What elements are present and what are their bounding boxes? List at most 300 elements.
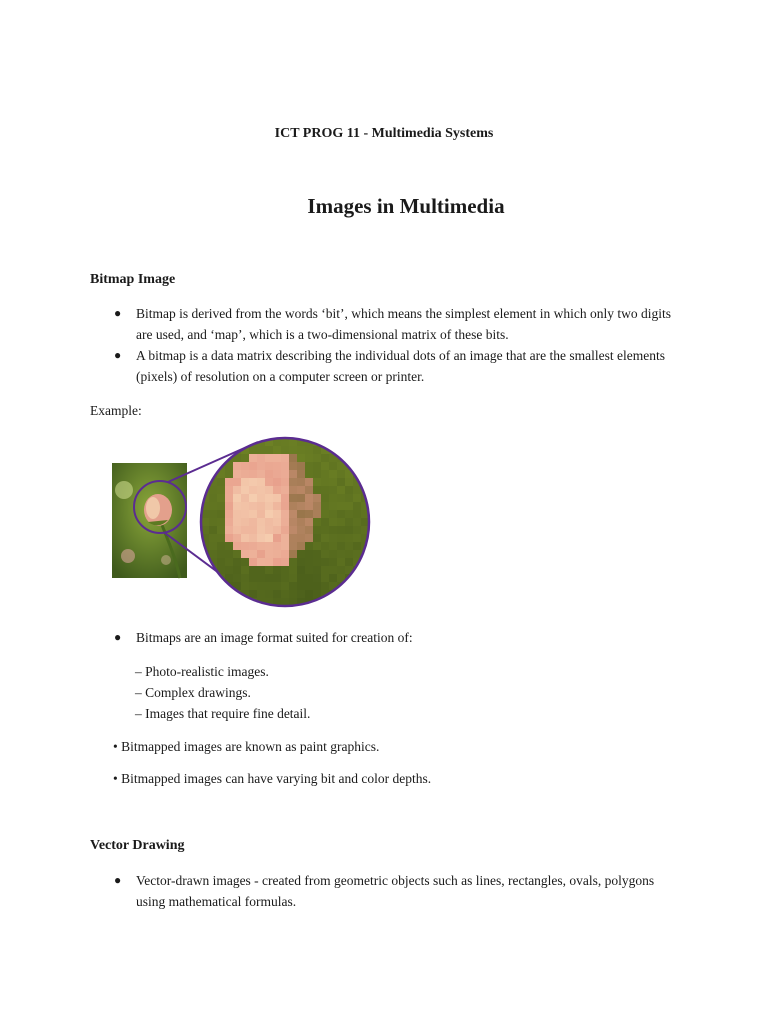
pixel xyxy=(281,534,289,542)
pixel xyxy=(225,518,233,526)
pixel xyxy=(209,518,217,526)
pixel xyxy=(321,566,329,574)
pixel xyxy=(225,558,233,566)
pixel xyxy=(353,510,361,518)
pixel xyxy=(217,526,225,534)
pixel xyxy=(249,478,257,486)
pixel xyxy=(305,518,313,526)
pixel xyxy=(289,454,297,462)
pixel xyxy=(281,494,289,502)
pixel xyxy=(313,454,321,462)
pixel xyxy=(305,582,313,590)
pixel xyxy=(321,502,329,510)
pixel xyxy=(217,598,225,606)
pixel xyxy=(305,454,313,462)
pixel xyxy=(289,494,297,502)
pixel xyxy=(297,566,305,574)
pixel xyxy=(305,462,313,470)
pixel xyxy=(225,598,233,606)
pixel xyxy=(225,542,233,550)
pixel xyxy=(265,478,273,486)
pixel xyxy=(345,542,353,550)
pixel xyxy=(217,494,225,502)
bitmap-definition-list xyxy=(0,303,676,387)
pixel xyxy=(241,486,249,494)
pixel xyxy=(241,494,249,502)
pixel xyxy=(297,574,305,582)
pixel xyxy=(305,542,313,550)
pixel xyxy=(281,446,289,454)
pixel xyxy=(241,550,249,558)
pixel xyxy=(281,590,289,598)
pixel xyxy=(217,534,225,542)
pixel xyxy=(233,550,241,558)
pixel xyxy=(329,550,337,558)
bitmap-section-heading: Bitmap Image xyxy=(90,272,176,287)
pixel xyxy=(345,558,353,566)
pixel xyxy=(201,566,209,574)
pixel xyxy=(321,510,329,518)
pixel xyxy=(353,550,361,558)
pixel xyxy=(361,454,369,462)
pixel xyxy=(257,478,265,486)
example-label: Example: xyxy=(90,403,142,418)
pixel xyxy=(321,470,329,478)
bitmap-zoom-figure xyxy=(110,430,380,615)
pixel xyxy=(361,574,369,582)
pixel xyxy=(345,446,353,454)
pixel xyxy=(209,510,217,518)
bit-depth-note: • Bitmapped images can have varying bit and color depths. xyxy=(113,771,432,786)
pixel xyxy=(313,550,321,558)
pixel xyxy=(233,526,241,534)
pixel xyxy=(337,542,345,550)
pixel xyxy=(297,462,305,470)
pixel xyxy=(337,510,345,518)
pixel xyxy=(241,566,249,574)
pixel xyxy=(257,526,265,534)
list-item: ● Bitmaps are an image format suited for creation of: xyxy=(0,627,676,648)
pixel xyxy=(241,510,249,518)
pixel xyxy=(249,590,257,598)
pixel xyxy=(249,510,257,518)
pixel xyxy=(201,598,209,606)
pixel xyxy=(249,470,257,478)
pixel xyxy=(345,494,353,502)
pixel xyxy=(273,526,281,534)
pixel xyxy=(265,446,273,454)
pixel xyxy=(281,454,289,462)
pixel xyxy=(289,502,297,510)
pixel xyxy=(345,550,353,558)
paint-graphics-note: • Bitmapped images are known as paint graphics. xyxy=(113,739,380,754)
pixel xyxy=(265,510,273,518)
pixel xyxy=(345,590,353,598)
pixel xyxy=(305,558,313,566)
pixel xyxy=(353,446,361,454)
pixel xyxy=(313,494,321,502)
pixel xyxy=(313,486,321,494)
pixel xyxy=(305,446,313,454)
pixel xyxy=(329,598,337,606)
pixel xyxy=(209,494,217,502)
pixel xyxy=(329,542,337,550)
pixel xyxy=(361,446,369,454)
pixel xyxy=(313,526,321,534)
pixel xyxy=(313,534,321,542)
pixel xyxy=(289,558,297,566)
pixel xyxy=(321,454,329,462)
pixel xyxy=(313,582,321,590)
pixel xyxy=(273,454,281,462)
pixel xyxy=(225,494,233,502)
pixel xyxy=(273,486,281,494)
pixel xyxy=(233,542,241,550)
pixel xyxy=(329,502,337,510)
pixel xyxy=(265,542,273,550)
vector-definition-list xyxy=(0,870,676,912)
pixel xyxy=(353,574,361,582)
pixel xyxy=(249,526,257,534)
pixel xyxy=(225,486,233,494)
pixel xyxy=(289,582,297,590)
pixel xyxy=(265,574,273,582)
pixel xyxy=(305,510,313,518)
pixel xyxy=(297,470,305,478)
pixel xyxy=(265,590,273,598)
pixel xyxy=(297,494,305,502)
pixel xyxy=(249,582,257,590)
pixel xyxy=(209,598,217,606)
pixel xyxy=(329,478,337,486)
pixel xyxy=(273,462,281,470)
pixel xyxy=(257,574,265,582)
pixel xyxy=(265,502,273,510)
pixel xyxy=(345,582,353,590)
pixel xyxy=(249,534,257,542)
pixel xyxy=(217,558,225,566)
pixel xyxy=(273,510,281,518)
pixel xyxy=(217,582,225,590)
flower-photo xyxy=(112,463,187,578)
pixel xyxy=(249,502,257,510)
pixel xyxy=(361,590,369,598)
pixel xyxy=(289,534,297,542)
pixel xyxy=(201,438,209,446)
pixel xyxy=(217,438,225,446)
pixel xyxy=(345,454,353,462)
pixel xyxy=(281,526,289,534)
pixel xyxy=(329,558,337,566)
pixel xyxy=(329,526,337,534)
pixel xyxy=(345,486,353,494)
pixel xyxy=(281,518,289,526)
pixel xyxy=(281,558,289,566)
pixel xyxy=(329,438,337,446)
pixel xyxy=(241,534,249,542)
pixel xyxy=(241,478,249,486)
pixel xyxy=(225,438,233,446)
pixel xyxy=(217,590,225,598)
pixel xyxy=(209,438,217,446)
pixel xyxy=(225,470,233,478)
pixel xyxy=(297,518,305,526)
pixel xyxy=(249,486,257,494)
pixel xyxy=(265,526,273,534)
pixel xyxy=(273,550,281,558)
pixel xyxy=(345,502,353,510)
pixel xyxy=(257,550,265,558)
pixel xyxy=(241,582,249,590)
pixel xyxy=(321,598,329,606)
bullet-icon: ● xyxy=(114,348,122,362)
pixel xyxy=(329,494,337,502)
pixel xyxy=(281,582,289,590)
pixel xyxy=(265,582,273,590)
list-item: ● Bitmap is derived from the words ‘bit’, which means the simplest element in which only two digits are used, and ‘map’, which is a two-dimensional matrix of these bits. xyxy=(0,303,676,345)
pixel xyxy=(225,526,233,534)
pixel xyxy=(337,590,345,598)
pixel xyxy=(281,566,289,574)
pixel xyxy=(265,462,273,470)
pixel xyxy=(201,590,209,598)
pixel xyxy=(361,470,369,478)
pixel xyxy=(241,470,249,478)
pixel xyxy=(273,446,281,454)
pixel xyxy=(289,478,297,486)
pixel xyxy=(225,550,233,558)
pixel xyxy=(313,566,321,574)
pixel xyxy=(353,542,361,550)
pixel xyxy=(353,534,361,542)
pixel xyxy=(265,566,273,574)
pixel xyxy=(281,574,289,582)
pixel xyxy=(233,470,241,478)
pixel xyxy=(361,438,369,446)
pixel xyxy=(233,486,241,494)
pixel xyxy=(249,550,257,558)
pixel xyxy=(353,598,361,606)
pixel xyxy=(289,486,297,494)
pixel xyxy=(201,574,209,582)
pixel xyxy=(209,446,217,454)
pixel xyxy=(337,566,345,574)
pixel xyxy=(257,510,265,518)
pixel xyxy=(305,502,313,510)
list-item: – Complex drawings. xyxy=(135,685,251,700)
pixel xyxy=(353,518,361,526)
pixel xyxy=(233,462,241,470)
pixel xyxy=(329,566,337,574)
pixel xyxy=(297,534,305,542)
pixel xyxy=(337,518,345,526)
pixel xyxy=(297,510,305,518)
pixel xyxy=(337,558,345,566)
pixel xyxy=(257,486,265,494)
pixel xyxy=(329,574,337,582)
pixel xyxy=(233,478,241,486)
pixel xyxy=(225,510,233,518)
pixel xyxy=(217,502,225,510)
pixel xyxy=(281,542,289,550)
pixel xyxy=(241,502,249,510)
pixel xyxy=(321,478,329,486)
pixel xyxy=(257,542,265,550)
pixel xyxy=(241,438,249,446)
pixel xyxy=(329,486,337,494)
pixel xyxy=(353,454,361,462)
pixel xyxy=(337,446,345,454)
pixel xyxy=(297,502,305,510)
pixel xyxy=(289,566,297,574)
pixel xyxy=(313,558,321,566)
pixel xyxy=(201,582,209,590)
pixel xyxy=(337,438,345,446)
pixel xyxy=(265,494,273,502)
bullet-icon: ● xyxy=(114,630,122,644)
pixel xyxy=(209,590,217,598)
pixel xyxy=(257,518,265,526)
pixel xyxy=(201,454,209,462)
pixel xyxy=(217,518,225,526)
pixel xyxy=(217,510,225,518)
pixel xyxy=(257,590,265,598)
pixel xyxy=(225,534,233,542)
pixel xyxy=(217,486,225,494)
pixel xyxy=(305,566,313,574)
pixel xyxy=(257,558,265,566)
pixel xyxy=(217,550,225,558)
list-item: – Images that require fine detail. xyxy=(135,706,311,721)
pixel xyxy=(321,558,329,566)
pixel xyxy=(281,510,289,518)
list-item: ● Vector-drawn images - created from geometric objects such as lines, rectangles, ovals, polygons using mathematical formulas. xyxy=(0,870,676,912)
pixel xyxy=(337,502,345,510)
bitmap-format-list xyxy=(0,627,676,648)
pixel xyxy=(241,462,249,470)
pixel xyxy=(209,534,217,542)
pixel xyxy=(257,446,265,454)
pixel xyxy=(281,478,289,486)
pixel xyxy=(297,454,305,462)
pixel xyxy=(233,502,241,510)
pixel xyxy=(233,534,241,542)
pixel xyxy=(241,454,249,462)
pixel xyxy=(345,478,353,486)
pixel xyxy=(345,526,353,534)
pixel xyxy=(321,574,329,582)
pixel xyxy=(321,518,329,526)
pixel xyxy=(297,582,305,590)
pixel xyxy=(257,470,265,478)
pixel xyxy=(353,526,361,534)
pixel xyxy=(345,510,353,518)
pixel xyxy=(217,542,225,550)
pixel xyxy=(257,582,265,590)
pixel xyxy=(361,478,369,486)
pixel xyxy=(257,534,265,542)
page-title: Images in Multimedia xyxy=(307,194,505,218)
pixel xyxy=(257,502,265,510)
pixel xyxy=(313,478,321,486)
pixel xyxy=(273,502,281,510)
pixel xyxy=(361,582,369,590)
pixel xyxy=(209,582,217,590)
pixel xyxy=(241,558,249,566)
pixel xyxy=(201,470,209,478)
pixel xyxy=(233,494,241,502)
pixel xyxy=(289,510,297,518)
pixel xyxy=(297,486,305,494)
pixel xyxy=(321,582,329,590)
pixel xyxy=(297,590,305,598)
pixel xyxy=(337,470,345,478)
pixel xyxy=(313,574,321,582)
pixel xyxy=(329,534,337,542)
pixel xyxy=(345,438,353,446)
pixel xyxy=(337,534,345,542)
pixel xyxy=(249,566,257,574)
pixel xyxy=(273,574,281,582)
pixel xyxy=(345,534,353,542)
pixel xyxy=(201,478,209,486)
pixel xyxy=(265,454,273,462)
pixel xyxy=(241,542,249,550)
pixel xyxy=(257,566,265,574)
pixel xyxy=(337,598,345,606)
format-sublist xyxy=(135,661,310,724)
pixel xyxy=(273,542,281,550)
pixel xyxy=(257,494,265,502)
pixel xyxy=(225,566,233,574)
pixel xyxy=(289,590,297,598)
pixel xyxy=(281,470,289,478)
pixel xyxy=(353,494,361,502)
pixel xyxy=(265,470,273,478)
pixel xyxy=(289,518,297,526)
pixel xyxy=(241,518,249,526)
pixel xyxy=(313,462,321,470)
pixel xyxy=(273,494,281,502)
pixel xyxy=(273,582,281,590)
pixel xyxy=(305,534,313,542)
pixel xyxy=(337,478,345,486)
pixel xyxy=(313,510,321,518)
pixel xyxy=(353,462,361,470)
pixel xyxy=(225,502,233,510)
pixel xyxy=(273,590,281,598)
pixel xyxy=(265,558,273,566)
pixel xyxy=(273,518,281,526)
pixel xyxy=(337,486,345,494)
pixel xyxy=(297,542,305,550)
pixel xyxy=(233,518,241,526)
pixel xyxy=(209,486,217,494)
pixel xyxy=(337,494,345,502)
bullet-icon: ● xyxy=(114,306,122,320)
pixel xyxy=(305,494,313,502)
pixel xyxy=(281,486,289,494)
pixel xyxy=(289,462,297,470)
pixel xyxy=(225,478,233,486)
pixel xyxy=(289,470,297,478)
bullet-icon: ● xyxy=(114,873,122,887)
pixel xyxy=(249,446,257,454)
pixel xyxy=(265,534,273,542)
course-title: ICT PROG 11 - Multimedia Systems xyxy=(274,126,494,141)
pixel xyxy=(313,446,321,454)
pixel xyxy=(249,494,257,502)
